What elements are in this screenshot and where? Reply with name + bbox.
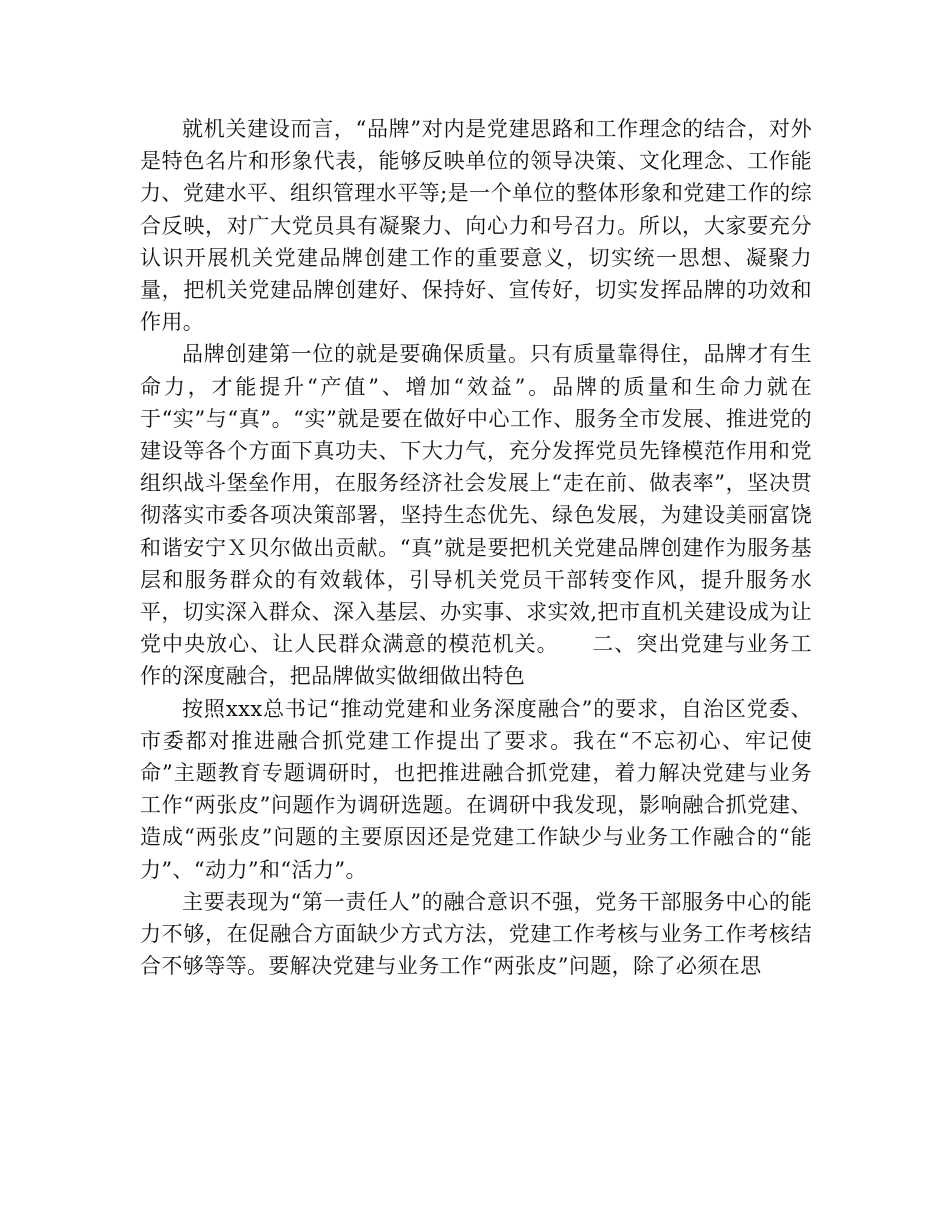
paragraph-main-problems: 主要表现为“第一责任人”的融合意识不强，党务干部服务中心的能力不够，在促融合方面缺少方式方法，党建工作考核与业务工作考核结合不够等等。要解决党建与业务工作“两张皮”问题，除了必须在思 (140, 889, 812, 979)
paragraph-integration-requirement: 按照xxx总书记“推动党建和业务深度融合”的要求，自治区党委、市委都对推进融合抓党建工作提出了要求。我在“不忘初心、牢记使命”主题教育专题调研时，也把推进融合抓党建，着力解决党建与业务工作“两张皮”问题作为调研选题。在调研中我发现，影响融合抓党建、造成“两张皮”问题的主要原因还是党建工作缺少与业务工作融合的“能力”、“动力”和“活力”。 (140, 696, 812, 882)
paragraph-brand-quality: 品牌创建第一位的就是要确保质量。只有质量靠得住，品牌才有生命力，才能提升“产值”、增加“效益”。品牌的质量和生命力就在于“实”与“真”。“实”就是要在做好中心工作、服务全市发展、推进党的建设等各个方面下真功夫、下大力气，充分发挥党员先锋模范作用和党组织战斗堡垒作用，在服务经济社会发展上“走在前、做表率”，坚决贯彻落实市委各项决策部署，坚持生态优先、绿色发展，为建设美丽富饶和谐安宁Ｘ贝尔做出贡献。“真”就是要把机关党建品牌创建作为服务基层和服务群众的有效载体，引导机关党员干部转变作风，提升服务水平，切实深入群众、深入基层、办实事、求实效,把市直机关建设成为让党中央放心、让人民群众满意的模范机关。 二、突出党建与业务工作的深度融合，把品牌做实做细做出特色 (140, 342, 812, 689)
document-body (140, 113, 812, 982)
paragraph-brand-meaning: 就机关建设而言，“品牌”对内是党建思路和工作理念的结合，对外是特色名片和形象代表，能够反映单位的领导决策、文化理念、工作能力、党建水平、组织管理水平等;是一个单位的整体形象和党建工作的综合反映，对广大党员具有凝聚力、向心力和号召力。所以，大家要充分认识开展机关党建品牌创建工作的重要意义，切实统一思想、凝聚力量，把机关党建品牌创建好、保持好、宣传好，切实发挥品牌的功效和作用。 (140, 117, 812, 335)
